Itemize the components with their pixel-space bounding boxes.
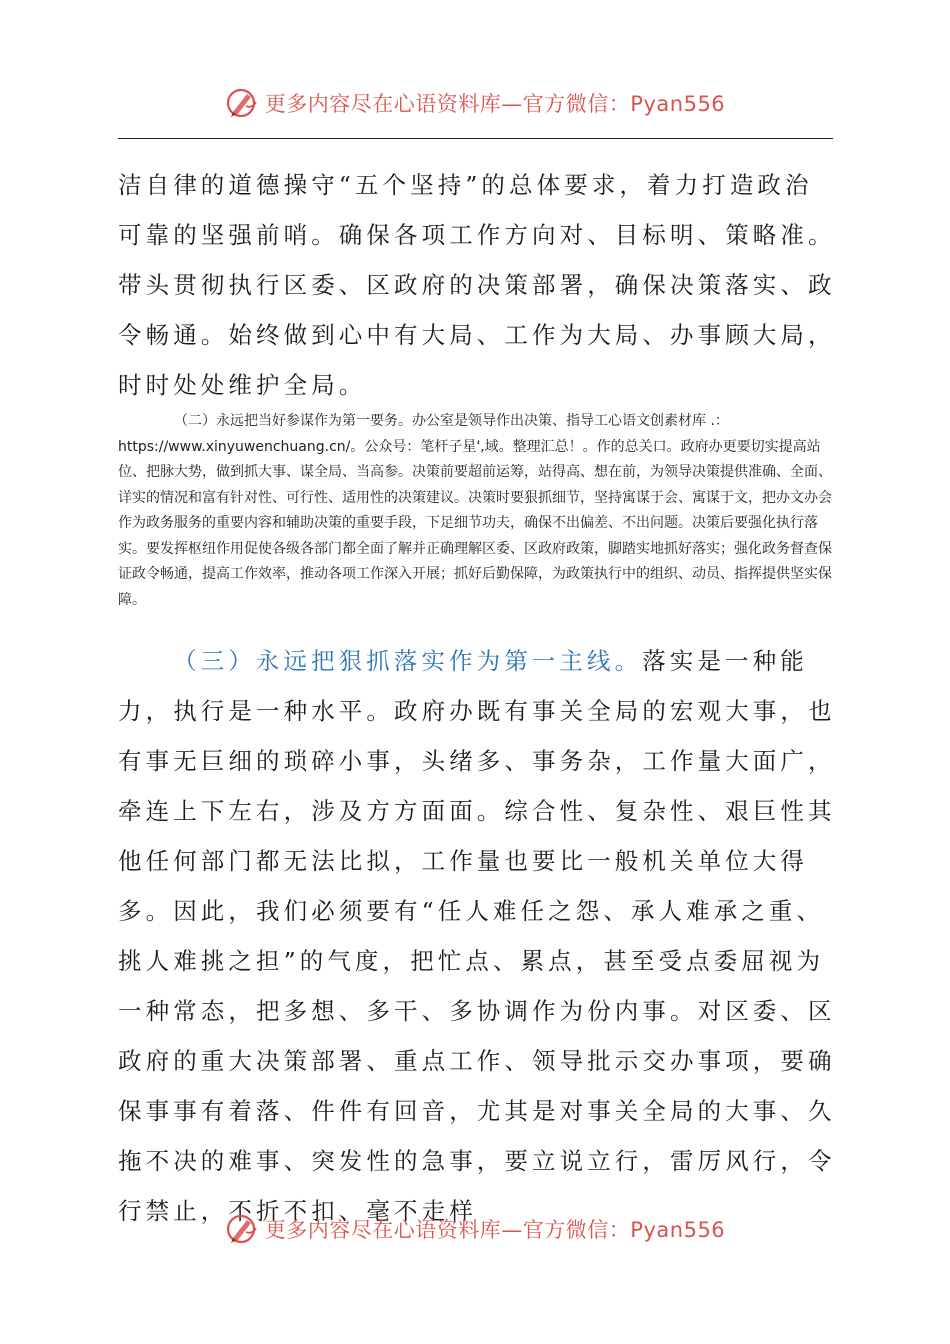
header-banner: [0, 83, 950, 123]
paragraph-1: 洁自律的道德操守“五个坚持”的总体要求，着力打造政治可靠的坚强前哨。确保各项工作方向对、目标明、策略准。带头贯彻执行区委、区政府的决策部署，确保决策落实、政令畅通。始终做到心中有大局、工作为大局、办事顾大局，时时处处维护全局。: [118, 171, 836, 399]
footer-banner: [0, 1209, 950, 1249]
paragraph-2: （二）永远把当好参谋作为第一要务。办公室是领导作出决策、指导工心语文创素材库 .：https://www.xinyuwenchuang.cn/。公众号：笔杆子星',域。整理汇总！。作的总关口。政府办更要切实提高站位、把脉大势，做到抓大事、谋全局、当高参。决策前要超前运筹，站得高、想在前，为领导决策提供准确、全面、详实的情况和富有针对性、可行性、适用性的决策建议。决策时要狠抓细节，坚持寓谋于会、寓谋于文，把办文办会作为政务服务的重要内容和辅助决策的重要手段，下足细节功夫，确保不出偏差、不出问题。决策后要强化执行落实。要发挥枢纽作用促使各级各部门都全面了解并正确理解区委、区政府政策，脚踏实地抓好落实；强化政务督查保证政令畅通，提高工作效率，推动各项工作深入开展；抓好后勤保障，为政策执行中的组织、动员、指挥提供坚实保障。: [118, 413, 832, 608]
section-heading: （三）永远把狠抓落实作为第一主线。: [173, 647, 643, 675]
paragraph-3-body: 落实是一种能力，执行是一种水平。政府办既有事关全局的宏观大事，也有事无巨细的琐碎小事，头绪多、事务杂，工作量大面广，牵连上下左右，涉及方方面面。综合性、复杂性、艰巨性其他任何部门都无法比拟，工作量也要比一般机关单位大得多。因此，我们必须要有“任人难任之怨、承人难承之重、挑人难挑之担”的气度，把忙点、累点，甚至受点委屈视为一种常态，把多想、多干、多协调作为份内事。对区委、区政府的重大决策部署、重点工作、领导批示交办事项，要确保事事有着落、件件有回音，尤其是对事关全局的大事、久拖不决的难事、突发性的急事，要立说立行，雷厉风行，令行禁止，不折不扣、毫不走样: [118, 647, 836, 1225]
paragraph-3: [118, 636, 840, 1236]
pen-logo-icon: [225, 86, 259, 120]
header-divider: [118, 138, 833, 139]
footer-banner-text: 更多内容尽在心语资料库—官方微信：Pyan556: [264, 1218, 726, 1242]
pen-logo-icon: [225, 1212, 259, 1246]
header-banner-text: 更多内容尽在心语资料库—官方微信：Pyan556: [264, 92, 726, 116]
